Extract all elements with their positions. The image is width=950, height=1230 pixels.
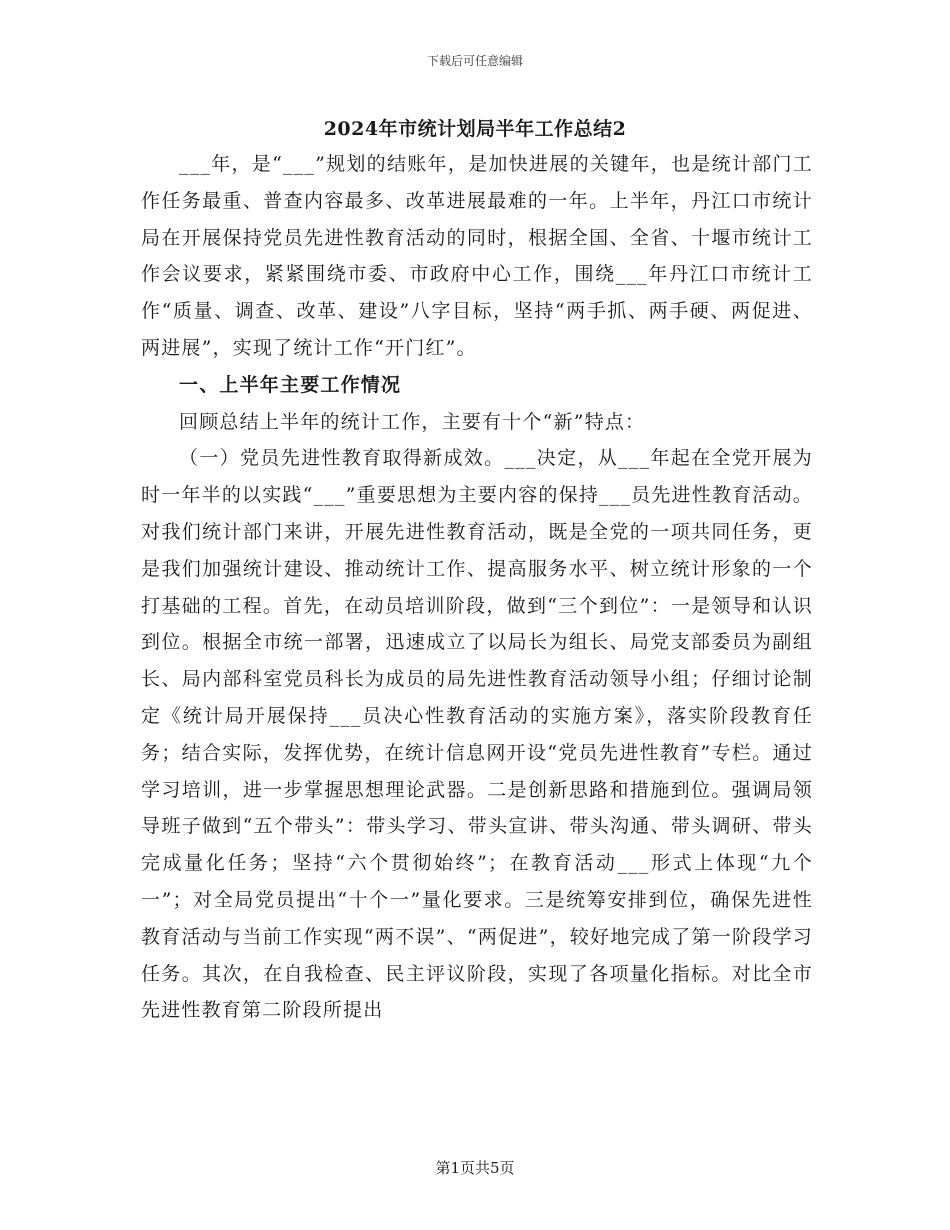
section-heading: 一、上半年主要工作情况 bbox=[179, 373, 402, 396]
page-header-note: 下载后可任意编辑 bbox=[426, 54, 523, 68]
body-paragraph: （一）党员先进性教育取得新成效。___决定，从___年起在全党开展为时一年半的以实践“___”重要思想为主要内容的保持___员先进性教育活动。对我们统计部门来讲，开展先进性教育活动，既是全党的一项共同任务，更是我们加强统计建设、推动统计工作、提高服务水平、树立统计形象的一个打基础的工程。首先，在动员培训阶段，做到“三个到位”：一是领导和认识到位。根据全市统一部署，迅速成立了以局长为组长、局党支部委员为副组长、局内部科室党员科长为成员的局先进性教育活动领导小组；仔细讨论制定《统计局开展保持___员决心性教育活动的实施方案》，落实阶段教育任务；结合实际，发挥优势，在统计信息网开设“党员先进性教育”专栏。通过学习培训，进一步掌握思想理论武器。二是创新思路和措施到位。强调局领导班子做到“五个带头”：带头学习、带头宣讲、带头沟通、带头调研、带头完成量化任务；坚持“六个贯彻始终”；在教育活动___形式上体现“九个一”；对全局党员提出“十个一”量化要求。三是统筹安排到位，确保先进性教育活动与当前工作实现“两不误”、“两促进”，较好地完成了第一阶段学习任务。其次，在自我检查、民主评议阶段，实现了各项量化指标。对比全市先进性教育第二阶段所提出 bbox=[141, 447, 813, 1022]
summary-paragraph: 回顾总结上半年的统计工作，主要有十个“新”特点： bbox=[179, 410, 646, 433]
document-body bbox=[141, 146, 813, 1029]
page-number: 第1页共5页 bbox=[435, 1159, 515, 1177]
intro-paragraph: ___年，是“___”规划的结账年，是加快进展的关键年，也是统计部门工作任务最重、普查内容最多、改革进展最难的一年。上半年，丹江口市统计局在开展保持党员先进性教育活动的同时，根据全国、全省、十堰市统计工作会议要求，紧紧围绕市委、市政府中心工作，围绕___年丹江口市统计工作“质量、调查、改革、建设”八字目标，坚持“两手抓、两手硬、两促进、两进展”，实现了统计工作“开门红”。 bbox=[141, 153, 813, 359]
document-title: 2024年市统计划局半年工作总结2 bbox=[323, 118, 627, 140]
